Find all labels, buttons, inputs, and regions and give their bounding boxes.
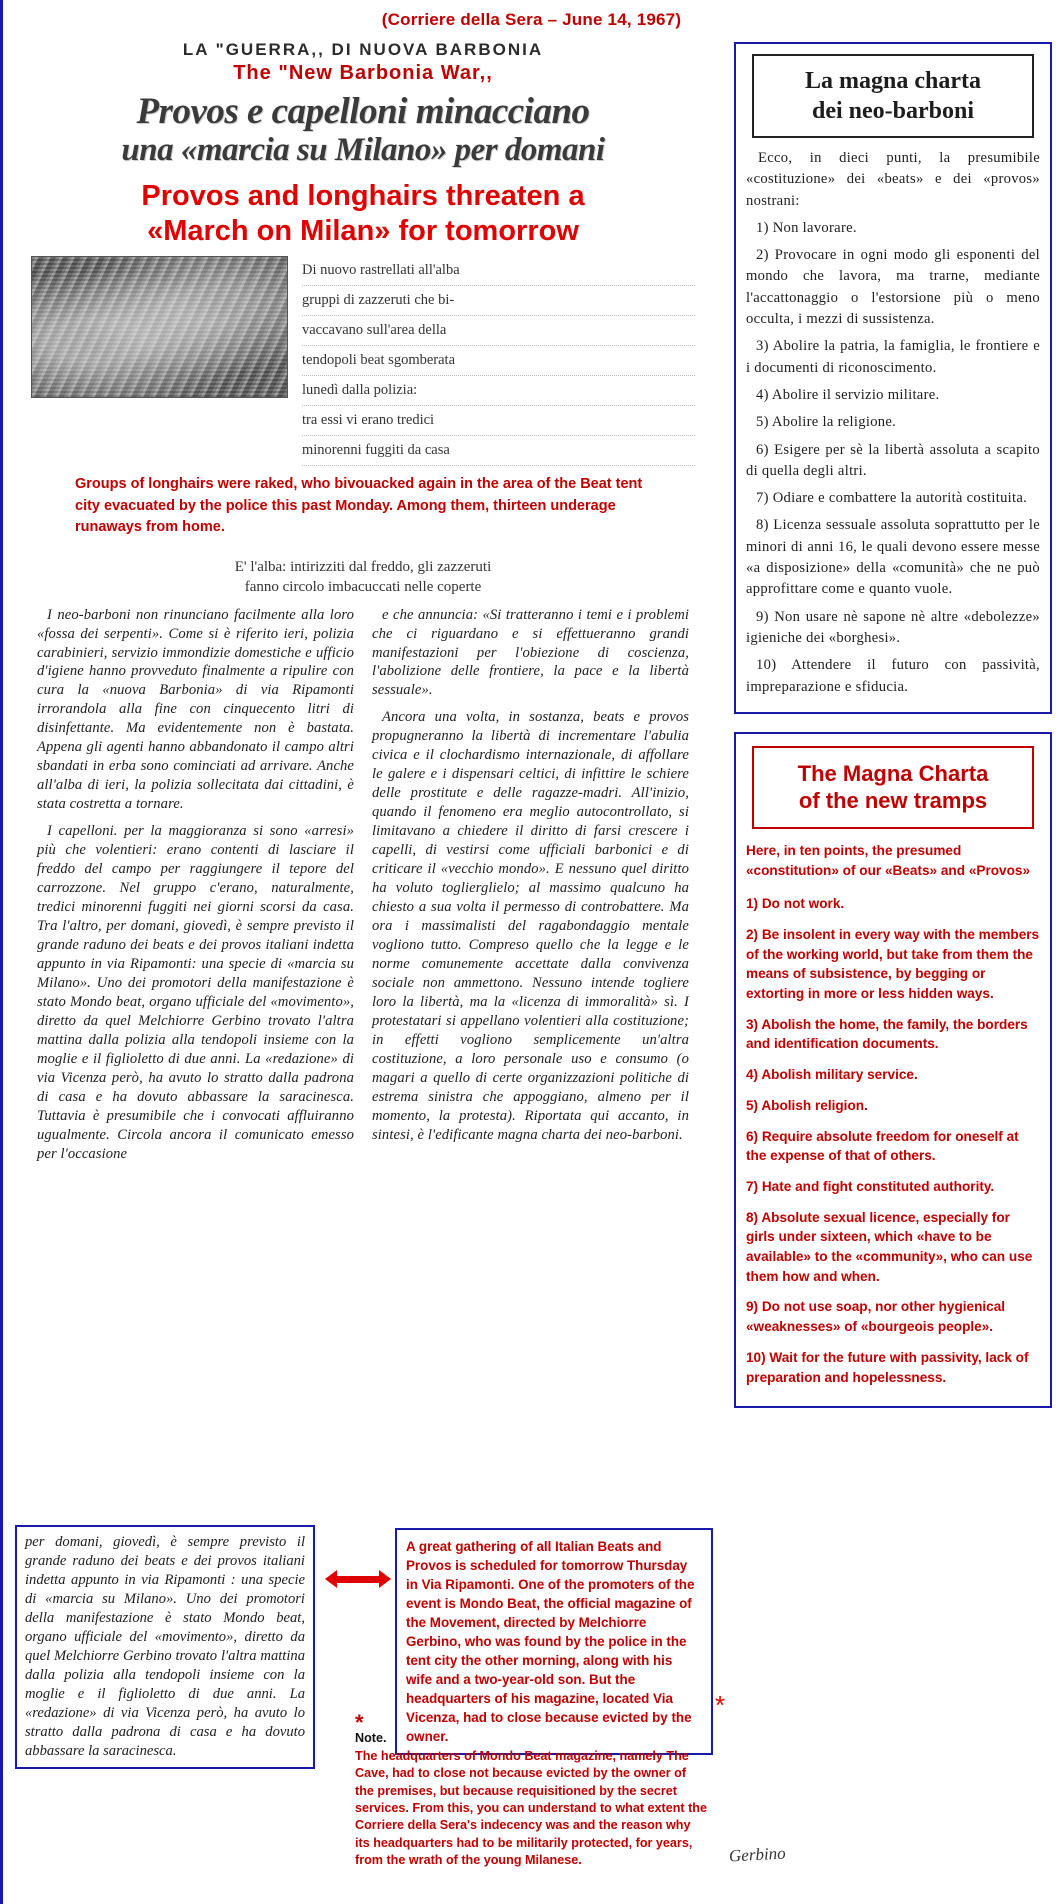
kicker-english: The "New Barbonia War,,: [233, 62, 493, 84]
magna-point: 7) Odiare e combattere la autorità costituita.: [756, 490, 1028, 507]
magna-point: 9) Non usare nè sapone nè altre «debolezze» igieniche dei «borghesi».: [746, 608, 1040, 646]
photo-and-caption-row: [13, 256, 713, 466]
magna-charta-italian-body: [746, 148, 1040, 698]
magna-charta-english-title: [752, 746, 1034, 829]
magna-point: 1) Non lavorare.: [756, 219, 857, 236]
title-line1: La magna charta: [805, 68, 981, 94]
caption-line: minorenni fuggiti da casa: [302, 436, 695, 466]
article-column-left: [37, 606, 354, 1172]
caption-line: Di nuovo rastrellati all'alba: [302, 256, 695, 286]
headline-english: [13, 179, 713, 247]
footnote-text: The headquarters of Mondo Beat magazine, namely The Cave, had to close not because evicted by the owner of the premises, but because requisitioned by the secret services. From this, you can understand to what extent the Corriere della Sera's indecency was and the reason why its headquarters had to be militarily protected, for years, from the wrath of the young Milanese.: [355, 1748, 708, 1868]
magna-point: 10) Wait for the future with passivity, lack of preparation and hopelessness.: [746, 1349, 1029, 1385]
headline-english-line2: «March on Milan» for tomorrow: [147, 214, 579, 247]
paragraph: I neo-barboni non rinunciano facilmente alla loro «fossa dei serpenti». Come si è riferito ieri, polizia carabinieri, servizio immondizie domestiche e ufficio d'igiene hanno provveduto finalmente a ripulire con cura la «nuova Barbonia» di via Ripamonti irrorandola alla fine con cinquecento litri di disinfettante. Ma evidentemente non è bastata. Appena gli agenti hanno abbandonato il campo altri sbandati in erba sono cominciati ad arrivare. Anche all'alba di ieri, la polizia sollecitata dai cittadini, è stata costretta a tornare.: [37, 606, 354, 813]
subheading-line2: fanno circolo imbacuccati nelle coperte: [244, 579, 482, 596]
signature: Gerbino: [728, 1843, 787, 1866]
caption-line: tra essi vi erano tredici: [302, 406, 695, 436]
magna-charta-italian-title: [752, 54, 1034, 138]
magna-point: 9) Do not use soap, nor other hygienical «weaknesses» of «bourgeois people».: [746, 1299, 1006, 1335]
magna-point: 5) Abolire la religione.: [756, 414, 897, 431]
caption-line: lunedì dalla polizia:: [302, 376, 695, 406]
magna-point: 4) Abolish military service.: [746, 1067, 918, 1083]
magna-point: 3) Abolire la patria, la famiglia, le frontiere e i documenti di riconoscimento.: [746, 338, 1040, 376]
magna-point: 10) Attendere il futuro con passività, impreparazione e sfiducia.: [746, 657, 1040, 695]
magna-charta-italian-box: [734, 42, 1052, 714]
paragraph: e che annuncia: «Si tratteranno i temi e i problemi che ci riguardano e si effettueranno grandi manifestazioni per l'obiezione di coscienza, l'abolizione delle frontiere, la pace e la libertà sessuale».: [372, 606, 689, 699]
headline-italian-line2: una «marcia su Milano» per domani: [121, 132, 605, 169]
magna-point: 8) Absolute sexual licence, especially for girls under sixteen, which «have to be available» to the «community», who can use them how and when.: [746, 1209, 1033, 1284]
subheading-italian: [13, 557, 713, 598]
magna-point: 2) Be insolent in every way with the members of the working world, but take from them the means of subsistence, by begging or extorting in more or less hidden ways.: [746, 926, 1040, 1002]
title-line2: of the new tramps: [798, 788, 988, 814]
kicker-italian: LA "GUERRA,, DI NUOVA BARBONIA: [182, 40, 544, 59]
magna-point: 6) Esigere per sè la libertà assoluta a scapito di quella degli altri.: [746, 441, 1040, 479]
excerpt-box-italian: per domani, giovedì, è sempre previsto il grande raduno dei beats e dei provos italiani indetta appunto in via Ripamonti : una specie di «marcia su Milano». Uno dei promotori della manifestazione è stato Mondo beat, organo ufficiale del «movimento», diretto da quel Melchiorre Gerbino trovato l'altra mattina dalla polizia alla tendopoli insieme con la moglie e il figlioletto di due anni. La «redazione» di via Vicenza però, ha avuto lo stratto dalla padrona di casa e ha dovuto abbassare la saracinesca.: [15, 1525, 315, 1769]
subheading-line1: E' l'alba: intirizziti dal freddo, gli zazzeruti: [234, 559, 492, 576]
magna-point: 2) Provocare in ogni modo gli esponenti del mondo che lavora, ma trarne, mediante l'accattonaggio o l'estorsione più o meno occulta, i mezzi di sussistenza.: [746, 247, 1040, 328]
magna-point: 1) Do not work.: [746, 896, 845, 912]
excerpt-box-english: A great gathering of all Italian Beats and Provos is scheduled for tomorrow Thursday in Via Ripamonti. One of the promoters of the event is Mondo Beat, the official magazine of the Movement, directed by Melchiorre Gerbino, who was found by the police in the tent city the other morning, along with his wife and a two-year-old son. But the headquarters of his magazine, located Via Vicenza, had to close because evicted by the owner.: [395, 1528, 713, 1755]
caption-line: tendopoli beat sgomberata: [302, 346, 695, 376]
magna-point: 5) Abolish religion.: [746, 1097, 868, 1113]
paragraph: Ancora una volta, in sostanza, beats e provos propugneranno la libertà di incrementare l'abulia civica e il clochardismo internazionale, di affollare le galere e i dispensari celtici, di infittire le schiere delle prostitute e delle ragazze-madri. All'inizio, quando il fenomeno era meglio autocontrollato, si limitavano a chiedere il diritto di farsi crescere i capelli, di vestirsi come ufficiali barbonici e di criticare il «vecchio mondo». E nessuno quel diritto ha voluto toglierglielo; al massimo qualcuno ha chiesto a sua volta il permesso di controbattere. Ma ora i massimalisti del ragabondaggio mentale vogliono tutto. Compreso quello che la legge e le norme comunemente accettate dalla convivenza sociale non ammettono. Nessuno intende togliere loro la libertà, ma la «licenza di immoralità» sì. I protestatari si appellano volentieri alla costituzione; in effetti vogliono semplicemente un'altra costituzione, a loro personale uso e consumo (o magari a quello di certe organizzazioni politiche di estrema sinistra che appoggiano, almeno per il momento, la protesta). Riportata qui accanto, in sintesi, è l'edificante magna charta dei neo-barboni.: [372, 709, 689, 1143]
news-photo: [31, 256, 288, 398]
main-article-column: [13, 40, 713, 1172]
intro: Here, in ten points, the presumed «constitution» of our «Beats» and «Provos»: [746, 842, 1031, 878]
intro: Ecco, in dieci punti, la presumibile «costituzione» dei «beats» e dei «provos» nostrani:: [746, 150, 1040, 209]
red-double-arrow-icon: [325, 1570, 391, 1588]
magna-point: 3) Abolish the home, the family, the borders and identification documents.: [746, 1016, 1028, 1052]
title-line2: dei neo-barboni: [811, 98, 975, 124]
footnote-label: Note.: [355, 1731, 387, 1746]
magna-charta-english-box: [734, 732, 1052, 1408]
title-line1: The Magna Charta: [797, 760, 989, 786]
photo-caption-english: Groups of longhairs were raked, who bivouacked again in the area of the Beat tent city evacuated by the police this past Monday. Among them, thirteen underage runaways from home.: [75, 475, 643, 536]
caption-line: gruppi di zazzeruti che bi-: [302, 286, 695, 316]
headline-italian: [13, 91, 713, 169]
sidebar-column: [734, 42, 1052, 1408]
paragraph: I capelloni. per la maggioranza si sono «arresi» più che volentieri: erano contenti di lasciare il freddo del campo per raggiungere il tepore del carrozzone. Nel gruppo c'erano, naturalmente, tredici minorenni fuggiti nei giorni scorsi da casa. Tra l'altro, per domani, giovedì, è sempre previsto il grande raduno dei beats e dei provos italiani indetta appunto in via Ripamonti: una specie di «marcia su Milano». Uno dei promotori della manifestazione è stato Mondo beat, organo ufficiale del «movimento», diretto da quel Melchiorre Gerbino trovato l'altra mattina dalla polizia alla tendopoli insieme con la moglie e il figlioletto di due anni. La «redazione» di via Vicenza però, ha avuto lo stratto dalla padrona di casa e ha dovuto abbassare la saracinesca. Tuttavia è presumibile che i convocati affluiranno ugualmente. Circola ancora il comunicato emesso per l'occasione: [37, 823, 354, 1162]
article-body: [13, 606, 713, 1172]
magna-charta-english-body: [746, 841, 1040, 1387]
footnote-marker: *: [355, 1710, 364, 1735]
footnote-marker-right: *: [715, 1690, 726, 1720]
caption-line: vaccavano sull'area della: [302, 316, 695, 346]
source-line: (Corriere della Sera – June 14, 1967): [381, 10, 682, 29]
magna-point: 8) Licenza sessuale assoluta soprattutto per le minori di anni 16, le quali devono essere messe «a disposizione» della «comunità» che ne può approfittare come e quanto vuole.: [746, 517, 1040, 598]
magna-point: 7) Hate and fight constituted authority.: [746, 1178, 995, 1194]
headline-italian-line1: Provos e capelloni minacciano: [136, 91, 590, 132]
headline-english-line1: Provos and longhairs threaten a: [141, 180, 585, 213]
magna-point: 6) Require absolute freedom for oneself at the expense of that of others.: [746, 1128, 1019, 1164]
article-column-right: [372, 606, 689, 1172]
footnote: [355, 1710, 708, 1869]
magna-point: 4) Abolire il servizio militare.: [756, 386, 940, 403]
photo-caption-italian: [302, 256, 695, 466]
